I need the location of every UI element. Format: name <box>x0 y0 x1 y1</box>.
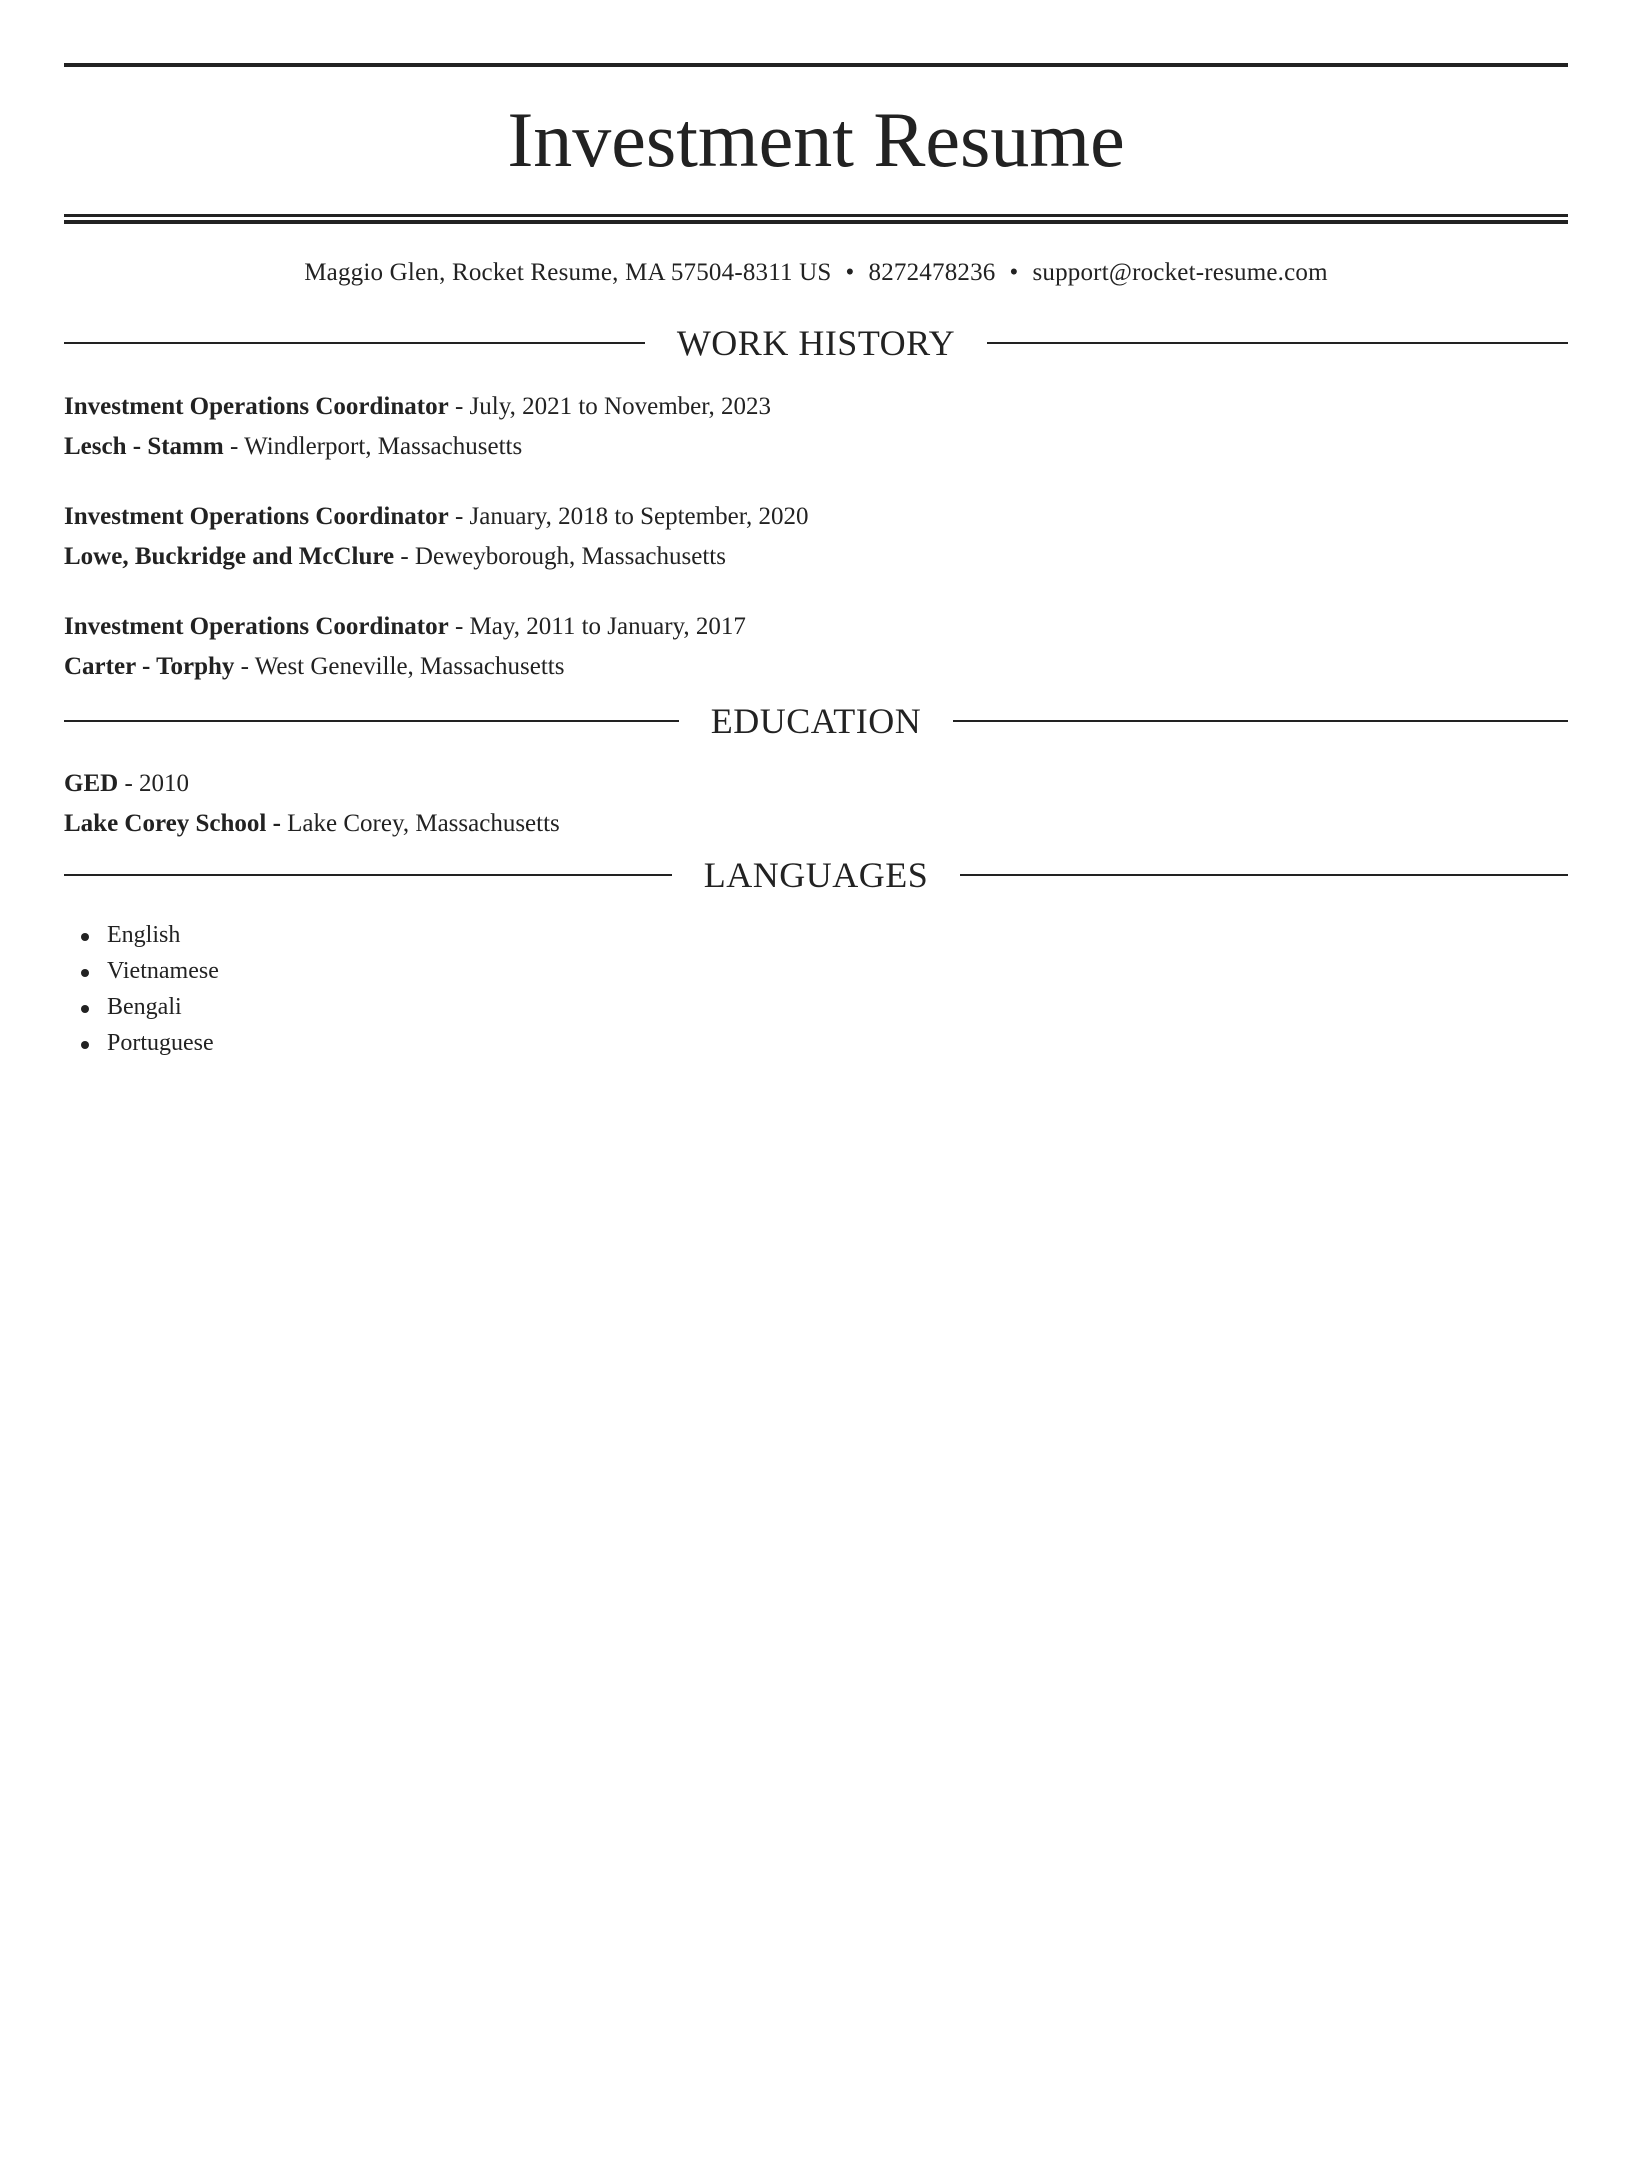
job-company-line <box>64 647 1568 687</box>
degree-line <box>64 764 1568 804</box>
job-entry <box>64 387 1568 467</box>
languages-list <box>64 917 1568 1061</box>
work-history-heading <box>64 323 1568 363</box>
language-item: Portuguese <box>107 1025 1568 1061</box>
heading-rule-right <box>987 342 1568 344</box>
language-item: Bengali <box>107 989 1568 1025</box>
job-entry <box>64 607 1568 687</box>
dash: - <box>394 543 415 570</box>
title-double-rule <box>64 214 1568 224</box>
contact-separator: • <box>1009 259 1019 286</box>
job-title: Investment Operations Coordinator <box>64 393 449 420</box>
resume-page <box>0 63 1632 2175</box>
degree-year: 2010 <box>139 770 190 797</box>
dash: - <box>223 433 245 460</box>
job-dates: January, 2018 to September, 2020 <box>469 503 809 530</box>
resume-title: Investment Resume <box>507 96 1125 183</box>
dash: - <box>448 613 470 640</box>
school-line <box>64 804 1568 844</box>
contact-phone: 8272478236 <box>868 259 996 286</box>
contact-email: support@rocket-resume.com <box>1032 259 1328 286</box>
dash: - <box>448 503 470 530</box>
job-company: Lesch - Stamm <box>64 433 224 460</box>
dash: - <box>448 393 470 420</box>
education-heading <box>64 701 1568 741</box>
heading-rule-left <box>64 874 672 876</box>
job-title-line <box>64 607 1568 647</box>
degree: GED <box>64 770 119 797</box>
heading-rule-left <box>64 720 679 722</box>
job-dates: July, 2021 to November, 2023 <box>469 393 772 420</box>
heading-rule-right <box>953 720 1568 722</box>
languages-heading <box>64 855 1568 895</box>
education-entry <box>64 764 1568 844</box>
job-title: Investment Operations Coordinator <box>64 613 449 640</box>
dash: - <box>266 810 288 837</box>
dash: - <box>234 653 255 680</box>
work-history-title: WORK HISTORY <box>676 323 956 363</box>
job-dates: May, 2011 to January, 2017 <box>469 613 746 640</box>
job-entry <box>64 497 1568 577</box>
job-location: Windlerport, Massachusetts <box>244 433 523 460</box>
dash: - <box>118 770 140 797</box>
job-location: West Geneville, Massachusetts <box>254 653 565 680</box>
contact-address: Maggio Glen, Rocket Resume, MA 57504-8311 US <box>304 259 832 286</box>
heading-rule-right <box>960 874 1568 876</box>
language-item: Vietnamese <box>107 953 1568 989</box>
job-company-line <box>64 537 1568 577</box>
education-title: EDUCATION <box>710 701 922 741</box>
job-company: Lowe, Buckridge and McClure <box>64 543 395 570</box>
job-title: Investment Operations Coordinator <box>64 503 449 530</box>
job-company: Carter - Torphy <box>64 653 235 680</box>
job-company-line <box>64 427 1568 467</box>
heading-rule-left <box>64 342 645 344</box>
languages-title: LANGUAGES <box>703 855 929 895</box>
school-location: Lake Corey, Massachusetts <box>287 810 560 837</box>
job-location: Deweyborough, Massachusetts <box>414 543 726 570</box>
school-name: Lake Corey School <box>64 810 267 837</box>
contact-separator: • <box>845 259 855 286</box>
job-title-line <box>64 387 1568 427</box>
job-title-line <box>64 497 1568 537</box>
language-item: English <box>107 917 1568 953</box>
contact-line <box>64 258 1568 288</box>
